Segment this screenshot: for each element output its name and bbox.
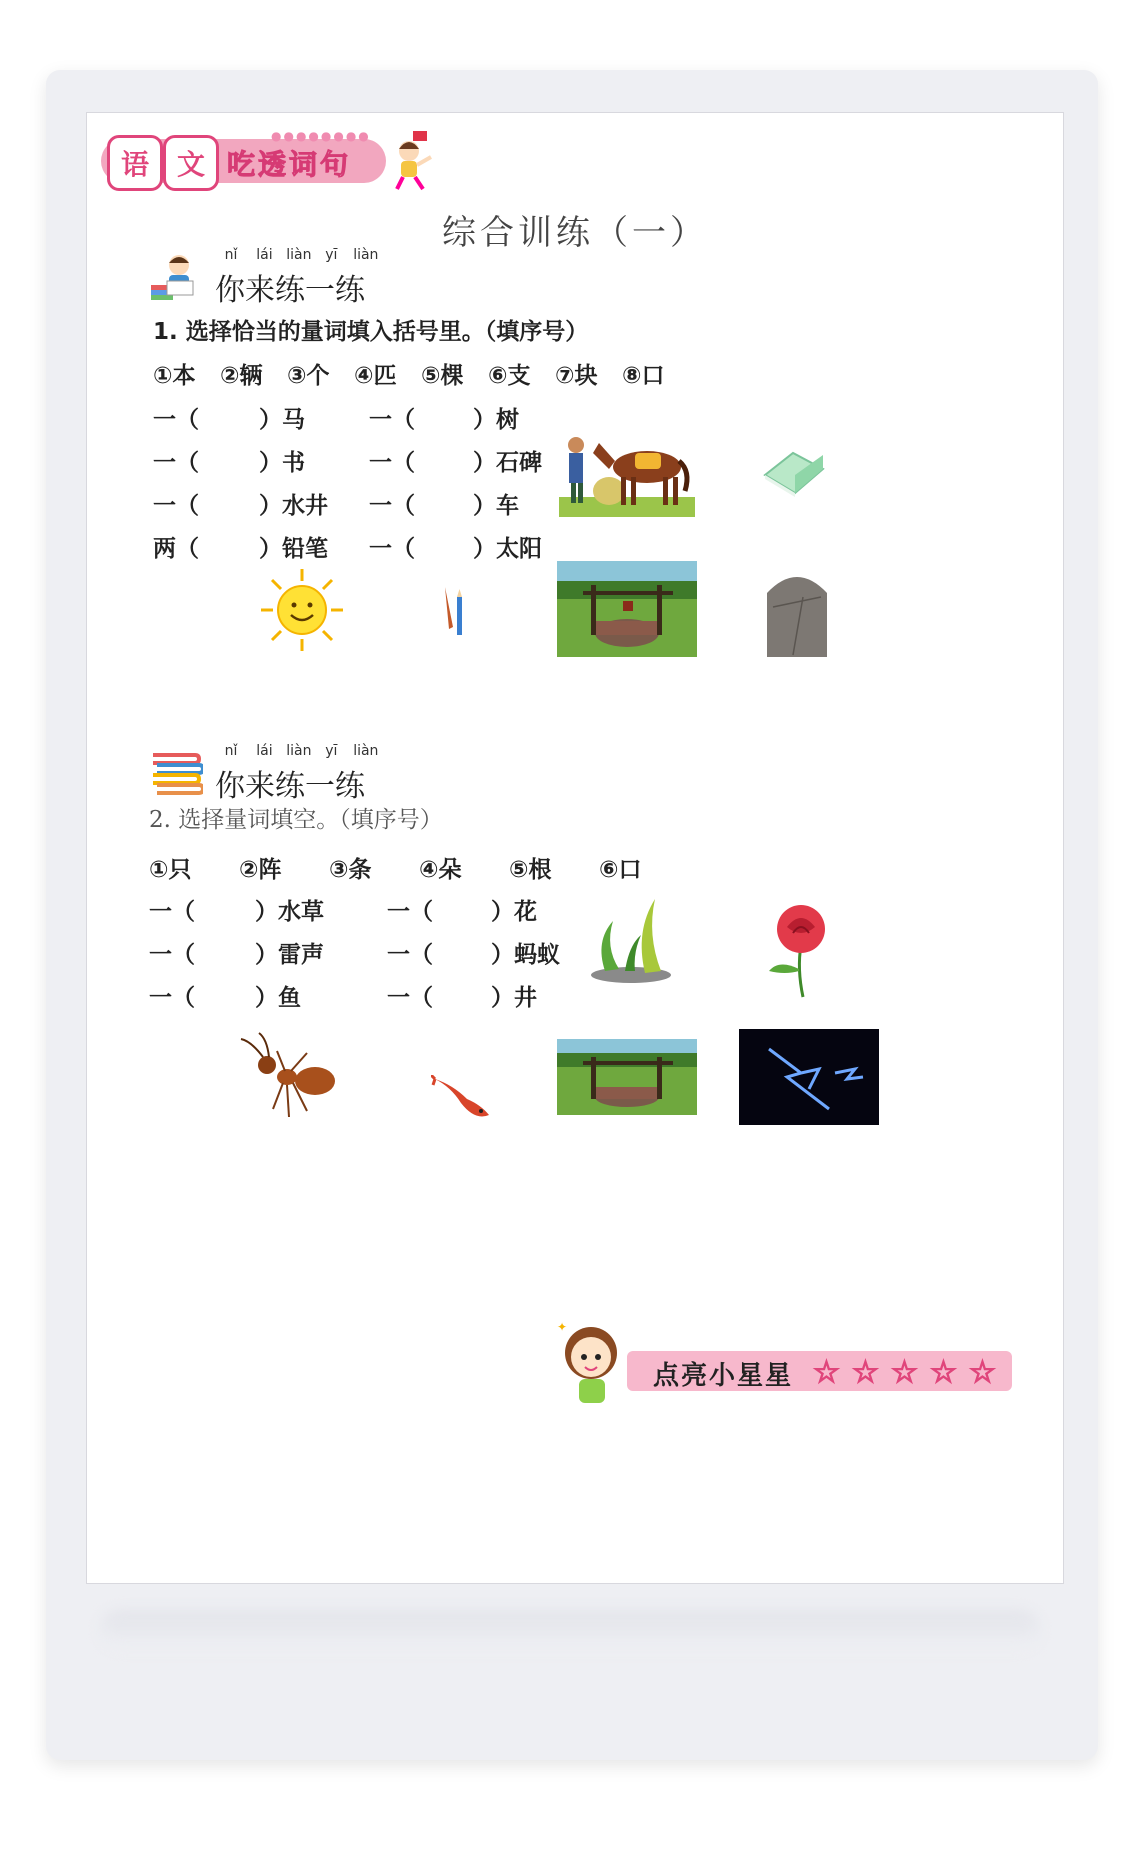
option: ②辆	[220, 363, 263, 389]
ant-picture	[237, 1031, 347, 1127]
frame-shadow	[100, 1610, 1040, 1650]
section1-pinyin	[217, 247, 383, 263]
section1-header	[149, 247, 469, 307]
blank-suffix: ）水井	[259, 493, 328, 519]
option: ⑥支	[488, 363, 531, 389]
blank-prefix: 一（	[387, 985, 433, 1011]
pinyin-syllable: yī	[325, 743, 338, 759]
section2-heading: 你来练一练	[215, 769, 365, 804]
rose-picture	[757, 899, 843, 999]
blank-prefix: 一（	[369, 493, 415, 519]
star-icon[interactable]: ☆	[852, 1355, 879, 1390]
blank-prefix: 一（	[369, 407, 415, 433]
blank-suffix: ）雷声	[255, 942, 324, 968]
option: ③条	[329, 857, 372, 883]
reading-boy-icon	[149, 251, 203, 303]
girl-mascot-icon	[547, 1313, 637, 1408]
blank-prefix: 一（	[149, 942, 195, 968]
pinyin-syllable: liàn	[353, 247, 379, 263]
blank-suffix: ）蚂蚁	[491, 942, 560, 968]
option: ①本	[153, 363, 196, 389]
blank-prefix: 一（	[149, 985, 195, 1011]
question-1: 1. 选择恰当的量词填入括号里。（填序号）	[153, 319, 589, 345]
star-icon[interactable]: ☆	[813, 1355, 840, 1390]
pinyin-syllable: nǐ	[224, 247, 238, 263]
lightning-picture	[739, 1029, 879, 1125]
option: ④匹	[354, 363, 397, 389]
blank-prefix: 一（	[369, 450, 415, 476]
blank-prefix: 一（	[153, 407, 199, 433]
rating-bar	[627, 1351, 1012, 1391]
blank-prefix: 一（	[387, 899, 433, 925]
banner-hex-wen: 文	[163, 135, 219, 191]
question-2: 2. 选择量词填空。（填序号）	[149, 807, 443, 833]
option: ①只	[149, 857, 192, 883]
section2-pinyin	[217, 743, 383, 759]
blank-prefix: 两（	[153, 536, 199, 562]
pinyin-syllable: lái	[256, 247, 273, 263]
pinyin-syllable: yī	[325, 247, 338, 263]
page-title: 综合训练（一）	[442, 213, 708, 253]
blank-prefix: 一（	[153, 493, 199, 519]
seaweed-picture	[585, 891, 677, 987]
option: ⑧口	[622, 363, 665, 389]
section1-heading: 你来练一练	[215, 273, 365, 308]
blank-suffix: ）车	[473, 493, 519, 519]
option: ⑤根	[509, 857, 552, 883]
pinyin-syllable: liàn	[286, 247, 312, 263]
blank-prefix: 一（	[149, 899, 195, 925]
blank-prefix: 一（	[369, 536, 415, 562]
banner-title: 吃透词句	[227, 148, 352, 181]
pinyin-syllable: liàn	[353, 743, 379, 759]
star-icon[interactable]: ☆	[969, 1355, 996, 1390]
blank-prefix: 一（	[387, 942, 433, 968]
star-icon[interactable]: ☆	[930, 1355, 957, 1390]
banner-dots: ●●●●●●●●	[271, 129, 371, 143]
star-icon[interactable]: ☆	[891, 1355, 918, 1390]
pinyin-syllable: liàn	[286, 743, 312, 759]
banner-girl-icon	[383, 129, 443, 193]
option: ③个	[287, 363, 330, 389]
blank-suffix: ）花	[491, 899, 537, 925]
option: ⑦块	[555, 363, 598, 389]
subject-banner	[101, 129, 431, 193]
worksheet	[86, 112, 1064, 1584]
fish-picture	[431, 1075, 495, 1127]
blank-suffix: ）书	[259, 450, 305, 476]
sun-picture	[259, 567, 345, 653]
stele-picture	[763, 567, 831, 659]
option: ②阵	[239, 857, 282, 883]
blank-suffix: ）树	[473, 407, 519, 433]
pinyin-syllable: lái	[256, 743, 273, 759]
section2-header	[149, 743, 469, 803]
pencil-picture	[441, 583, 471, 639]
blank-suffix: ）马	[259, 407, 305, 433]
rating-label: 点亮小星星	[653, 1361, 794, 1391]
blank-suffix: ）井	[491, 985, 537, 1011]
blank-suffix: ）太阳	[473, 536, 542, 562]
blank-suffix: ）水草	[255, 899, 324, 925]
book-picture	[761, 445, 827, 501]
option: ④朵	[419, 857, 462, 883]
option: ⑤棵	[421, 363, 464, 389]
option: ⑥口	[599, 857, 642, 883]
svg-text:✦: ✦	[557, 1320, 568, 1334]
stacked-books-icon	[149, 747, 203, 799]
horse-picture	[559, 431, 695, 517]
blank-suffix: ）铅笔	[259, 536, 328, 562]
blank-suffix: ）鱼	[255, 985, 301, 1011]
blank-prefix: 一（	[153, 450, 199, 476]
banner-hex-yu: 语	[107, 135, 163, 191]
well-picture	[557, 561, 697, 657]
pinyin-syllable: nǐ	[224, 743, 238, 759]
well-picture-2	[557, 1039, 697, 1115]
blank-suffix: ）石碑	[473, 450, 542, 476]
